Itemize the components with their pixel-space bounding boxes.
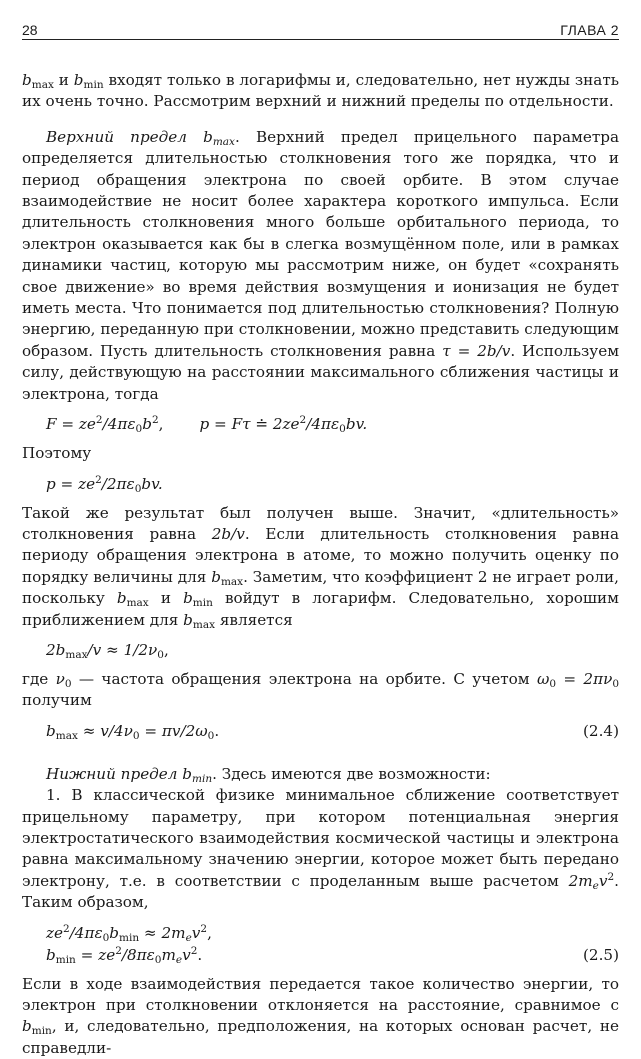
- paragraph-upper-limit: Верхний предел $b_{max}$. Верхний предел прицельного параметра определяется длительностью столкновения того же порядка, что и период обращения электрона по своей орбите. В этом случае взаимодействие не носит более характера короткого импульса. Если длительность столкновения много больше орбитального периода, то электрон оказывается как бы в слегка возмущённом поле, или в рамках динамики частиц, которую мы рассмотрим ниже, он будет «сохранять свое движение» во время действия возмущения и ионизация не будет иметь места. Что понимается под длительностью столкновения? Полную энергию, переданную при столкновении, можно представить следующим образом. Пусть длительность столкновения равна τ = 2b/v. Используем силу, действующую на расстоянии максимального сближения частицы и электрона, тогда: [22, 127, 620, 403]
- page-body: [22, 70, 619, 1059]
- word-therefore: Поэтому: [22, 444, 92, 463]
- paragraph-lower-limit: Нижний предел $b_{min}$. Здесь имеются две возможности:: [46, 764, 491, 785]
- equation-2-4: $b_{max} \approx v/4\nu_0 = \pi v/2\omega_0$. (2.4): [22, 718, 619, 744]
- paragraph-classical-case: 1. В классической физике минимальное сближение соответствует прицельному параметру, при котором потенциальная энергия электростатического взаимодействия космической частицы и электрона равна максимальному значению энергии, которое может быть передано электрону, т.е. в соответствии с проделанным выше расчетом $2m_ev^2$. Таким образом,: [22, 786, 619, 912]
- equation-bmax-approx: $2b_{max}/v \approx 1/2\nu_0$,: [46, 640, 169, 661]
- header-rule: [22, 39, 619, 40]
- paragraph-deflection: Если в ходе взаимодействия передается такое количество энергии, то электрон при столкновении отклоняется на расстояние, сравнимое с $b_{min}$, и, следовательно, предположения, на которых основан расчет, не справедли-: [22, 974, 619, 1057]
- equation-2-5-line1: $ze^2/4\pi\varepsilon_0b_{min} \approx 2m_ev^2$,: [46, 922, 212, 944]
- paragraph-frequency: где $\nu_0$ — частота обращения электрона на орбите. С учетом $\omega_0 = 2\pi\nu_0$ получим: [22, 669, 619, 710]
- equation-force-momentum: $F = ze^2/4\pi\varepsilon_0b^2$, p = Fτ ≐ $2ze^2/4\pi\varepsilon_0bv$.: [46, 414, 368, 436]
- running-header: [22, 14, 619, 38]
- section-heading-lower: Нижний предел b: [46, 764, 193, 783]
- paragraph-duration: Такой же результат был получен выше. Значит, «длительность» столкновения равна 2b/v. Если длительность столкновения равна периоду обращения электрона в атоме, то можно получить оценку по порядку величины для $b_{max}$. Заметим, что коэффициент 2 не играет роли, поскольку $b_{max}$ и $b_{min}$ войдут в логарифм. Следовательно, хорошим приближением для $b_{max}$ является: [22, 503, 620, 631]
- page-number: 28: [22, 22, 38, 38]
- chapter-title: ГЛАВА 2: [560, 22, 619, 38]
- equation-number-2-4: (2.4): [582, 721, 619, 740]
- paragraph-intro: $b_{max}$ и $b_{min}$ входят только в логарифмы и, следовательно, нет нужды знать их очень точно. Рассмотрим верхний и нижний пределы по отдельности.: [22, 71, 619, 111]
- equation-2-5-line2: $b_{min} = ze^2/8\pi\varepsilon_0m_ev^2$. (2.5): [46, 944, 619, 966]
- equation-number-2-5: (2.5): [582, 945, 619, 964]
- equation-momentum: $p = ze^2/2\pi\varepsilon_0bv$.: [46, 473, 163, 495]
- section-heading-upper: Верхний предел b: [46, 127, 213, 146]
